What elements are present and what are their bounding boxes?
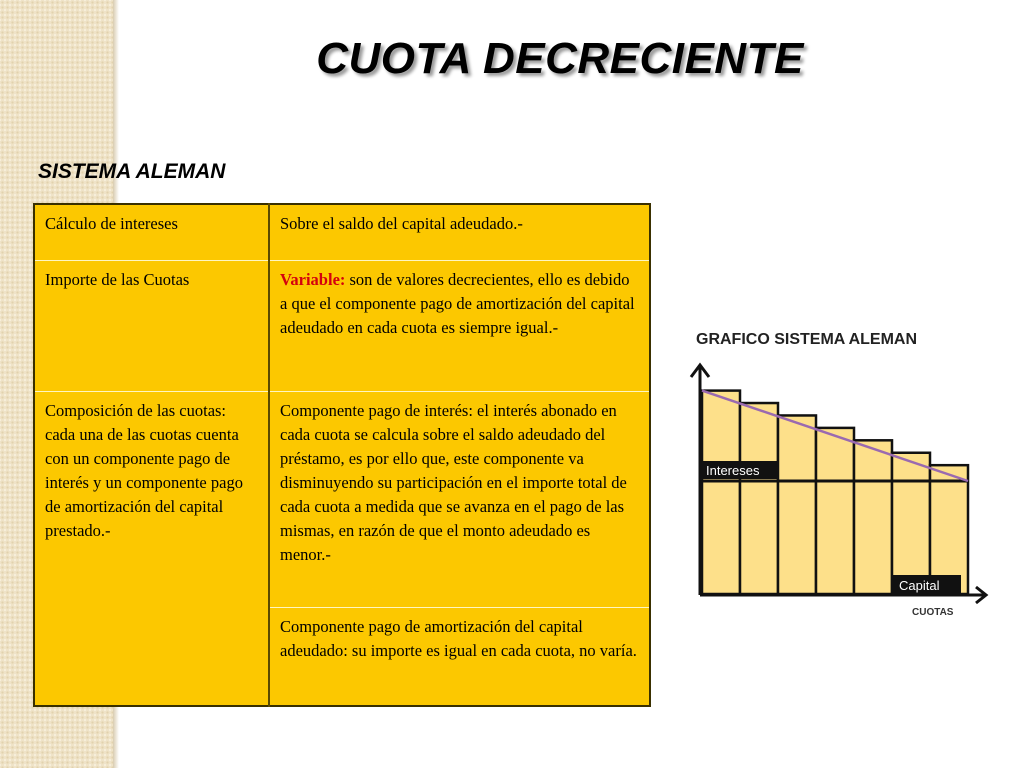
chart-bar [740, 403, 778, 594]
table-cell-description [269, 260, 650, 391]
chart-bars [702, 391, 968, 594]
table-row [34, 391, 650, 607]
table-cell-description: Sobre el saldo del capital adeudado.- [269, 204, 650, 260]
x-axis-label: CUOTAS [912, 607, 954, 618]
page-title: CUOTA DECRECIENTE [316, 34, 804, 83]
table-cell-description: Componente pago de interés: el interés abonado en cada cuota se calcula sobre el saldo adeudado del préstamo, es por ello que, este componente va disminuyendo su participación en el importe total de cada cuota a medida que se avanza en el pago de las mismas, en razón de que el monto adeudado es menor.- [269, 391, 650, 607]
chart-bar [778, 415, 816, 594]
capital-label: Capital [899, 578, 940, 593]
interest-label: Intereses [706, 463, 760, 478]
table-cell-label: Composición de las cuotas: cada una de las cuotas cuenta con un componente pago de interés y un componente pago de amortización del capital prestado.- [34, 391, 269, 706]
chart-svg [680, 320, 1000, 620]
page-subtitle: SISTEMA ALEMAN [38, 160, 226, 183]
chart-bar [854, 440, 892, 594]
chart-bar [930, 465, 968, 594]
chart-title: GRAFICO SISTEMA ALEMAN [696, 331, 918, 348]
chart-bar [892, 453, 930, 594]
german-system-chart [680, 320, 1000, 620]
table-cell-label: Cálculo de intereses [34, 204, 269, 260]
info-table [33, 203, 651, 707]
chart-bar [702, 391, 740, 594]
table-row [34, 260, 650, 391]
description-text: son de valores decrecientes, ello es debido a que el componente pago de amortización del capital adeudado en cada cuota es siempre igual.- [280, 269, 635, 337]
table-cell-description: Componente pago de amortización del capital adeudado: su importe es igual en cada cuota, no varía. [280, 616, 637, 660]
chart-bar [816, 428, 854, 594]
table-row [34, 204, 650, 260]
highlight-term: Variable: [280, 269, 346, 289]
table-cell-label: Importe de las Cuotas [34, 260, 269, 391]
